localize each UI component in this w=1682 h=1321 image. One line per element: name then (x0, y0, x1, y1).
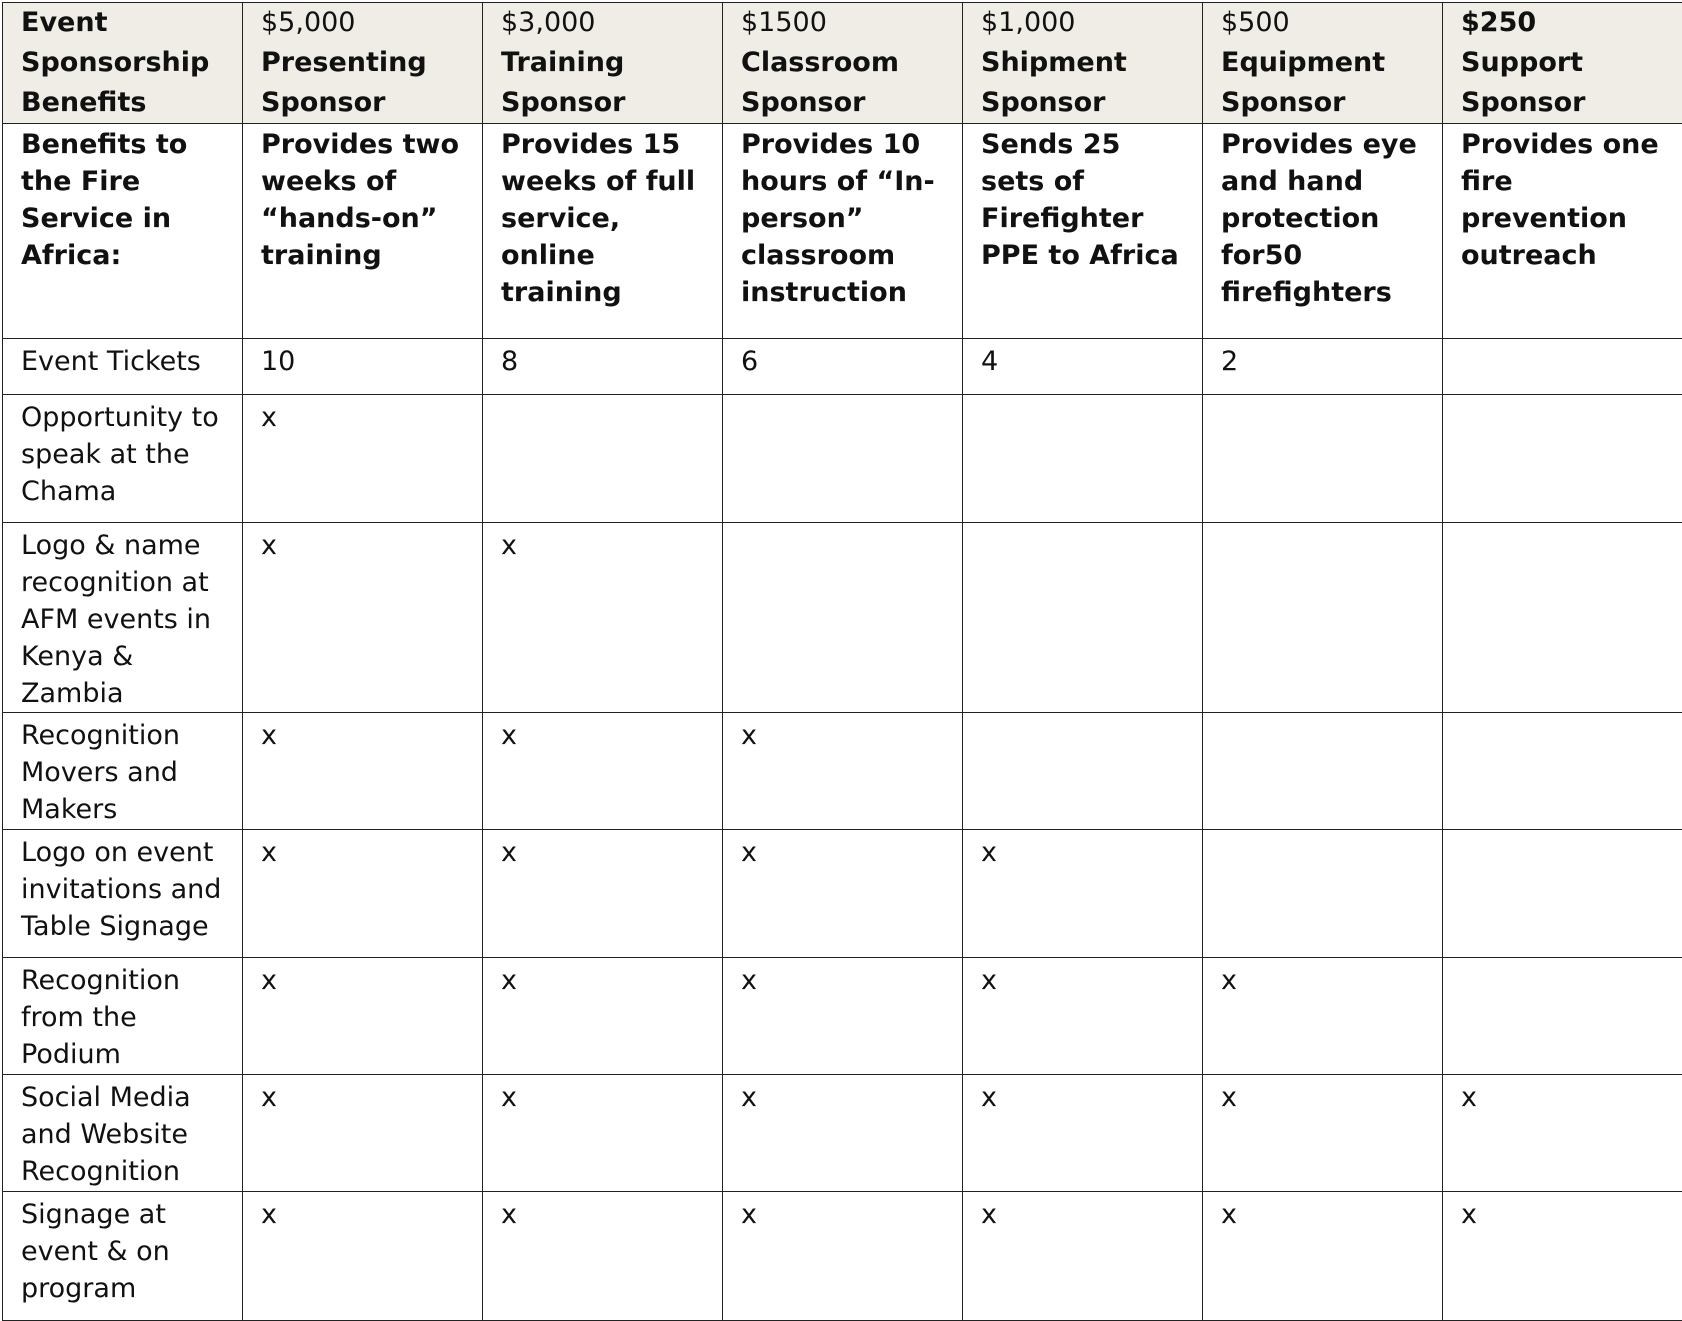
level-header-classroom (723, 3, 963, 124)
benefit-value: x (723, 1192, 963, 1321)
level-amount: $250 (1461, 3, 1672, 43)
benefit-value: x (1203, 1075, 1443, 1192)
benefit-value: 10 (243, 339, 483, 395)
benefit-value: x (243, 830, 483, 958)
level-name: Equipment Sponsor (1221, 43, 1432, 123)
benefit-value: x (243, 1075, 483, 1192)
benefit-row-event-signage (3, 1192, 1682, 1321)
benefit-value (483, 395, 723, 523)
benefit-value: x (723, 958, 963, 1075)
benefit-value: 2 (1203, 339, 1443, 395)
benefit-label: Signage at event & on program (3, 1192, 243, 1321)
impact-cell: Provides 10 hours of “In-person” classroom instruction (723, 124, 963, 339)
benefit-row-speak-opportunity (3, 395, 1682, 523)
benefit-value: x (723, 830, 963, 958)
benefit-label: Recognition Movers and Makers (3, 713, 243, 830)
benefit-value (1443, 523, 1682, 713)
benefit-row-movers-makers (3, 713, 1682, 830)
benefit-value: x (963, 1192, 1203, 1321)
benefit-label: Recognition from the Podium (3, 958, 243, 1075)
level-name: Presenting Sponsor (261, 43, 472, 123)
benefit-value: x (483, 1075, 723, 1192)
benefit-value: x (243, 713, 483, 830)
benefit-value: 6 (723, 339, 963, 395)
benefit-value: x (483, 523, 723, 713)
benefit-value (1203, 713, 1443, 830)
corner-header-cell (3, 3, 243, 124)
benefit-value: x (483, 1192, 723, 1321)
benefit-value: x (963, 958, 1203, 1075)
benefit-row-podium-recognition (3, 958, 1682, 1075)
benefit-value: x (243, 958, 483, 1075)
benefit-value: 4 (963, 339, 1203, 395)
sponsorship-level-header-row (3, 3, 1682, 124)
impact-cell: Provides eye and hand protection for50 firefighters (1203, 124, 1443, 339)
benefit-label: Logo on event invitations and Table Signage (3, 830, 243, 958)
level-header-equipment (1203, 3, 1443, 124)
benefit-value (1203, 830, 1443, 958)
benefit-row-logo-name-recognition (3, 523, 1682, 713)
benefit-value: x (1203, 958, 1443, 1075)
benefit-value: x (243, 523, 483, 713)
corner-header-text: Event Sponsorship Benefits (21, 7, 209, 118)
level-name: Shipment Sponsor (981, 43, 1192, 123)
benefit-value (723, 523, 963, 713)
benefit-value (963, 713, 1203, 830)
benefit-value: x (483, 713, 723, 830)
impact-row (3, 124, 1682, 339)
benefit-row-event-tickets (3, 339, 1682, 395)
benefit-value: x (1443, 1192, 1682, 1321)
benefit-value: x (1443, 1075, 1682, 1192)
level-header-shipment (963, 3, 1203, 124)
level-amount: $500 (1221, 3, 1432, 43)
impact-cell: Provides 15 weeks of full service, online training (483, 124, 723, 339)
benefit-value: x (243, 395, 483, 523)
benefit-value (963, 523, 1203, 713)
benefit-value (1203, 395, 1443, 523)
level-name: Classroom Sponsor (741, 43, 952, 123)
level-amount: $1500 (741, 3, 952, 43)
benefit-value (1443, 830, 1682, 958)
level-header-presenting (243, 3, 483, 124)
benefit-value (1443, 339, 1682, 395)
benefit-value: x (483, 958, 723, 1075)
benefit-label: Event Tickets (3, 339, 243, 395)
level-amount: $3,000 (501, 3, 712, 43)
level-name: Support Sponsor (1461, 43, 1672, 123)
level-header-training (483, 3, 723, 124)
benefit-label: Opportunity to speak at the Chama (3, 395, 243, 523)
level-name: Training Sponsor (501, 43, 712, 123)
benefit-label: Social Media and Website Recognition (3, 1075, 243, 1192)
benefit-value (1443, 713, 1682, 830)
impact-cell: Sends 25 sets of Firefighter PPE to Africa (963, 124, 1203, 339)
benefit-value: x (1203, 1192, 1443, 1321)
benefit-value: x (963, 830, 1203, 958)
sponsorship-benefits-table (2, 2, 1682, 1321)
benefit-value (723, 395, 963, 523)
benefit-value: x (723, 1075, 963, 1192)
impact-cell: Provides one fire prevention outreach (1443, 124, 1682, 339)
benefit-value: x (723, 713, 963, 830)
sponsorship-document (2, 2, 1682, 1321)
benefit-value: 8 (483, 339, 723, 395)
level-amount: $5,000 (261, 3, 472, 43)
benefit-value (1443, 958, 1682, 1075)
level-amount: $1,000 (981, 3, 1192, 43)
benefit-row-social-media (3, 1075, 1682, 1192)
benefit-value: x (243, 1192, 483, 1321)
benefit-value (963, 395, 1203, 523)
benefit-value: x (483, 830, 723, 958)
benefit-value: x (963, 1075, 1203, 1192)
impact-label-cell: Benefits to the Fire Service in Africa: (3, 124, 243, 339)
benefit-label: Logo & name recognition at AFM events in Kenya & Zambia (3, 523, 243, 713)
benefit-row-invitations-signage (3, 830, 1682, 958)
impact-cell: Provides two weeks of “hands-on” training (243, 124, 483, 339)
benefit-value (1443, 395, 1682, 523)
level-header-support (1443, 3, 1682, 124)
benefit-value (1203, 523, 1443, 713)
